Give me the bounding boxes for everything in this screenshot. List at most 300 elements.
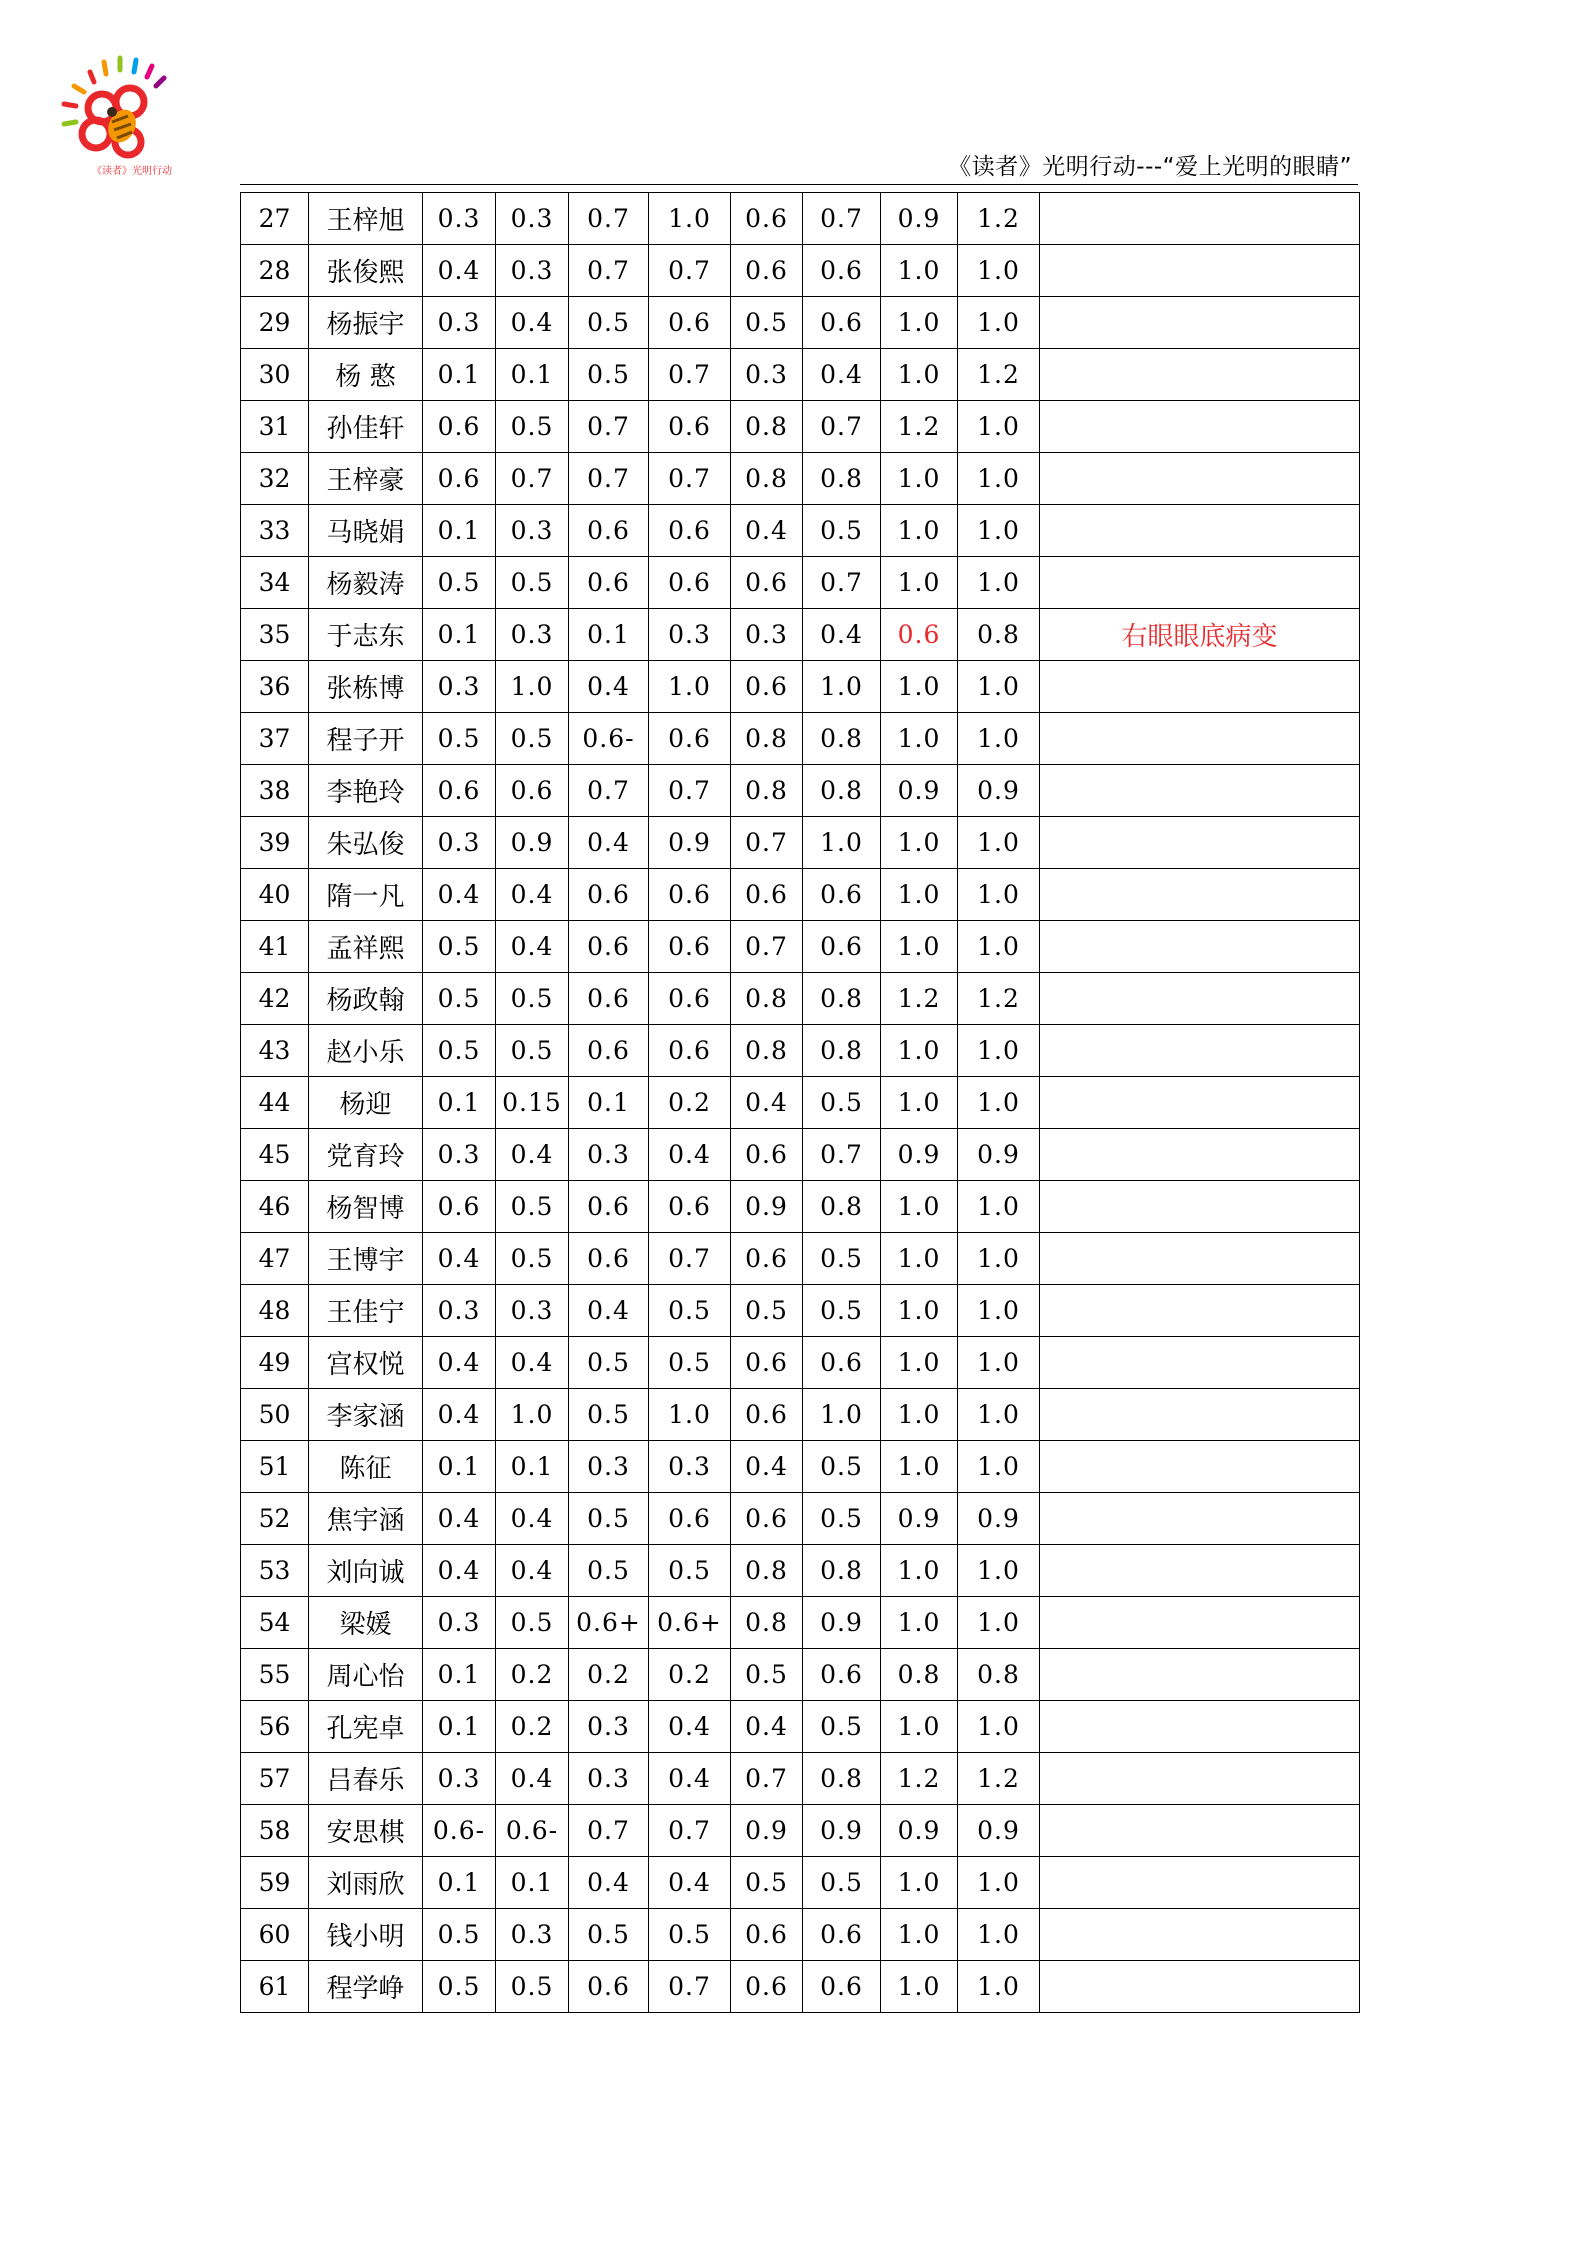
vision-value: 0.6 [496,765,569,817]
student-name: 程子开 [309,713,423,765]
vision-value: 0.5 [569,1389,649,1441]
vision-value: 0.5 [649,1285,731,1337]
vision-value: 0.8 [803,765,881,817]
vision-value: 1.0 [958,1909,1040,1961]
vision-value: 0.4 [423,1389,496,1441]
vision-value: 1.0 [649,1389,731,1441]
vision-value: 0.1 [496,1857,569,1909]
vision-value: 0.8 [803,1545,881,1597]
student-name: 王梓旭 [309,193,423,245]
vision-value: 0.3 [423,297,496,349]
vision-value: 0.5 [423,1909,496,1961]
remark [1040,401,1360,453]
vision-value: 1.0 [958,1285,1040,1337]
vision-value: 0.5 [649,1337,731,1389]
vision-value: 1.0 [958,1857,1040,1909]
vision-value: 0.7 [803,557,881,609]
vision-value: 0.6 [731,1129,803,1181]
vision-value: 0.3 [569,1129,649,1181]
remark [1040,1389,1360,1441]
vision-value: 1.0 [958,869,1040,921]
table-row [241,661,1360,713]
vision-value: 1.0 [881,1441,958,1493]
vision-value: 0.6 [649,869,731,921]
vision-value: 1.0 [496,661,569,713]
vision-value: 0.5 [496,1597,569,1649]
vision-value: 1.0 [958,661,1040,713]
vision-value: 1.0 [881,1961,958,2013]
student-name: 党育玲 [309,1129,423,1181]
vision-value: 0.5 [649,1909,731,1961]
vision-value: 0.1 [569,609,649,661]
vision-value: 0.4 [649,1129,731,1181]
vision-value: 0.6 [803,1649,881,1701]
vision-value: 1.0 [881,1545,958,1597]
vision-value: 0.7 [649,1233,731,1285]
vision-value: 1.0 [881,661,958,713]
vision-value: 1.0 [958,245,1040,297]
vision-value: 1.0 [881,1857,958,1909]
vision-value: 0.9 [881,765,958,817]
remark [1040,1753,1360,1805]
vision-value: 0.3 [569,1701,649,1753]
vision-value: 0.6 [423,453,496,505]
vision-value: 0.4 [496,1493,569,1545]
vision-value: 0.6 [803,1337,881,1389]
vision-value: 0.3 [423,1753,496,1805]
vision-value: 1.2 [958,1753,1040,1805]
row-number: 44 [241,1077,309,1129]
table-row [241,1077,1360,1129]
student-name: 梁媛 [309,1597,423,1649]
vision-value: 1.0 [649,193,731,245]
vision-value: 0.6 [731,245,803,297]
vision-value: 0.3 [496,1285,569,1337]
row-number: 51 [241,1441,309,1493]
vision-value: 0.8 [803,453,881,505]
vision-value: 0.5 [496,713,569,765]
table-row [241,1337,1360,1389]
remark [1040,869,1360,921]
vision-value: 1.0 [881,1337,958,1389]
vision-value: 0.6 [569,973,649,1025]
table-row [241,245,1360,297]
vision-value: 0.6 [731,1493,803,1545]
vision-value: 0.3 [423,1129,496,1181]
vision-value: 0.5 [423,921,496,973]
vision-value: 0.6 [731,869,803,921]
vision-value: 1.0 [958,453,1040,505]
vision-value: 0.4 [569,1285,649,1337]
vision-value: 0.7 [569,453,649,505]
vision-table [240,192,1360,2013]
vision-value: 0.7 [569,245,649,297]
table-row [241,1649,1360,1701]
vision-value: 0.9 [958,1805,1040,1857]
vision-value: 1.0 [881,1597,958,1649]
vision-value: 0.6 [731,1233,803,1285]
vision-value: 0.5 [423,1961,496,2013]
student-name: 杨 憨 [309,349,423,401]
remark [1040,1233,1360,1285]
vision-value: 0.4 [423,1337,496,1389]
vision-value: 0.9 [731,1805,803,1857]
vision-value: 0.5 [569,349,649,401]
vision-value: 0.3 [649,609,731,661]
vision-value: 0.6 [731,1389,803,1441]
remark [1040,1441,1360,1493]
vision-value: 1.0 [881,1389,958,1441]
vision-value: 1.0 [881,505,958,557]
student-name: 隋一凡 [309,869,423,921]
vision-value: 1.0 [958,817,1040,869]
vision-value: 0.6 [803,869,881,921]
vision-value: 0.3 [496,193,569,245]
vision-value: 0.5 [731,1649,803,1701]
vision-value: 0.1 [423,349,496,401]
vision-value: 1.0 [881,921,958,973]
remark [1040,193,1360,245]
vision-value: 0.7 [803,401,881,453]
remark [1040,713,1360,765]
table-row [241,1025,1360,1077]
row-number: 43 [241,1025,309,1077]
remark [1040,1701,1360,1753]
vision-value: 1.0 [881,1077,958,1129]
vision-value: 0.8 [731,453,803,505]
vision-value: 0.6 [731,661,803,713]
remark [1040,1129,1360,1181]
vision-value: 1.0 [881,713,958,765]
vision-value: 0.8 [803,713,881,765]
remark [1040,1181,1360,1233]
vision-value: 1.0 [958,1545,1040,1597]
table-row [241,297,1360,349]
vision-value: 1.0 [881,869,958,921]
row-number: 52 [241,1493,309,1545]
vision-value: 0.7 [731,921,803,973]
vision-value: 0.3 [496,609,569,661]
vision-value: 0.9 [496,817,569,869]
student-name: 陈征 [309,1441,423,1493]
vision-value: 0.8 [803,1181,881,1233]
vision-value: 1.0 [958,1337,1040,1389]
vision-value: 0.6 [731,193,803,245]
vision-value: 0.4 [423,1233,496,1285]
vision-value: 0.7 [569,1805,649,1857]
vision-value: 0.3 [496,505,569,557]
vision-value: 0.4 [496,921,569,973]
vision-value: 0.9 [958,1129,1040,1181]
vision-value: 0.6 [649,921,731,973]
vision-value: 0.6 [731,557,803,609]
vision-value: 1.0 [958,557,1040,609]
student-name: 钱小明 [309,1909,423,1961]
student-name: 安思棋 [309,1805,423,1857]
vision-value: 0.4 [496,297,569,349]
vision-value: 0.5 [803,1493,881,1545]
student-name: 周心怡 [309,1649,423,1701]
table-row [241,1753,1360,1805]
vision-value: 0.9 [958,1493,1040,1545]
vision-value: 1.0 [881,349,958,401]
vision-value: 0.3 [731,349,803,401]
vision-value: 1.0 [958,1233,1040,1285]
row-number: 47 [241,1233,309,1285]
vision-value: 0.6 [803,1961,881,2013]
vision-value: 0.5 [569,1909,649,1961]
vision-value: 1.0 [958,921,1040,973]
vision-value: 1.0 [881,817,958,869]
row-number: 58 [241,1805,309,1857]
vision-value: 0.6 [649,1025,731,1077]
vision-value: 0.5 [423,713,496,765]
vision-value: 0.6 [731,1961,803,2013]
vision-value: 0.4 [731,1701,803,1753]
vision-value: 1.0 [958,1025,1040,1077]
vision-value: 1.2 [958,973,1040,1025]
remark [1040,349,1360,401]
table-row [241,349,1360,401]
vision-value: 1.2 [881,973,958,1025]
vision-value: 1.0 [958,1181,1040,1233]
remark [1040,765,1360,817]
table-row [241,869,1360,921]
table-row [241,1701,1360,1753]
vision-value: 0.6 [569,557,649,609]
row-number: 54 [241,1597,309,1649]
vision-value: 0.9 [649,817,731,869]
student-name: 朱弘俊 [309,817,423,869]
remark [1040,1649,1360,1701]
vision-value: 0.8 [731,401,803,453]
vision-value: 1.0 [649,661,731,713]
table-row [241,1233,1360,1285]
remark [1040,245,1360,297]
student-name: 程学峥 [309,1961,423,2013]
vision-value: 1.0 [958,401,1040,453]
student-name: 焦宇涵 [309,1493,423,1545]
row-number: 56 [241,1701,309,1753]
row-number: 59 [241,1857,309,1909]
vision-value: 0.8 [731,1597,803,1649]
vision-value: 0.7 [569,193,649,245]
vision-value: 0.7 [496,453,569,505]
vision-value: 0.1 [423,1701,496,1753]
vision-value: 0.4 [649,1857,731,1909]
vision-value: 0.9 [958,765,1040,817]
vision-value: 0.3 [569,1753,649,1805]
vision-value: 0.4 [496,1337,569,1389]
remark [1040,1285,1360,1337]
vision-value: 0.5 [731,297,803,349]
student-name: 张俊熙 [309,245,423,297]
table-row [241,817,1360,869]
vision-value: 0.6- [569,713,649,765]
vision-value: 0.6 [803,245,881,297]
table-row [241,1545,1360,1597]
vision-value: 1.0 [958,1441,1040,1493]
row-number: 61 [241,1961,309,2013]
vision-value: 0.1 [496,349,569,401]
vision-value: 1.0 [958,1701,1040,1753]
vision-value: 0.1 [423,1857,496,1909]
row-number: 41 [241,921,309,973]
row-number: 40 [241,869,309,921]
student-name: 王佳宁 [309,1285,423,1337]
vision-value: 1.0 [958,1389,1040,1441]
vision-value: 0.3 [423,193,496,245]
student-name: 刘雨欣 [309,1857,423,1909]
vision-value: 0.6 [569,1181,649,1233]
vision-value: 0.9 [881,193,958,245]
row-number: 36 [241,661,309,713]
row-number: 46 [241,1181,309,1233]
row-number: 60 [241,1909,309,1961]
vision-value: 1.0 [958,297,1040,349]
vision-value: 0.5 [496,1181,569,1233]
vision-value: 0.9 [803,1805,881,1857]
vision-value: 0.9 [731,1181,803,1233]
vision-value: 0.6 [881,609,958,661]
vision-value: 0.4 [423,869,496,921]
vision-value: 1.0 [881,1285,958,1337]
table-row [241,453,1360,505]
vision-value: 1.0 [881,1909,958,1961]
vision-value: 0.5 [803,1701,881,1753]
remark [1040,1857,1360,1909]
table-row [241,193,1360,245]
row-number: 53 [241,1545,309,1597]
vision-value: 0.1 [423,609,496,661]
vision-value: 0.7 [649,765,731,817]
remark [1040,1597,1360,1649]
vision-value: 0.6 [649,1181,731,1233]
vision-value: 0.6 [803,1909,881,1961]
row-number: 27 [241,193,309,245]
vision-value: 0.4 [569,661,649,713]
vision-value: 0.4 [423,1493,496,1545]
remark [1040,1805,1360,1857]
student-name: 王博宇 [309,1233,423,1285]
vision-value: 1.0 [496,1389,569,1441]
vision-value: 0.1 [569,1077,649,1129]
row-number: 48 [241,1285,309,1337]
vision-value: 1.0 [958,1597,1040,1649]
vision-value: 0.3 [423,661,496,713]
student-name: 张栋博 [309,661,423,713]
vision-value: 0.6 [423,1181,496,1233]
vision-value: 0.4 [496,1545,569,1597]
vision-value: 0.6+ [649,1597,731,1649]
vision-value: 0.3 [731,609,803,661]
table-row [241,1441,1360,1493]
vision-value: 0.5 [496,1025,569,1077]
vision-value: 0.4 [649,1753,731,1805]
vision-value: 0.6 [649,713,731,765]
student-name: 孟祥熙 [309,921,423,973]
vision-value: 0.7 [649,453,731,505]
vision-value: 0.6- [496,1805,569,1857]
remark [1040,453,1360,505]
vision-value: 0.5 [496,401,569,453]
student-name: 杨振宇 [309,297,423,349]
vision-value: 0.3 [569,1441,649,1493]
vision-value: 0.5 [496,1961,569,2013]
row-number: 45 [241,1129,309,1181]
table-row [241,713,1360,765]
vision-value: 0.6 [731,1909,803,1961]
vision-value: 0.7 [569,765,649,817]
vision-value: 0.5 [731,1285,803,1337]
row-number: 37 [241,713,309,765]
vision-value: 1.0 [881,557,958,609]
vision-value: 0.2 [569,1649,649,1701]
row-number: 42 [241,973,309,1025]
vision-value: 0.3 [423,817,496,869]
vision-value: 0.2 [649,1649,731,1701]
table-row [241,1129,1360,1181]
vision-value: 1.0 [803,817,881,869]
vision-value: 0.5 [803,1857,881,1909]
vision-value: 0.4 [496,1753,569,1805]
table-row [241,505,1360,557]
vision-value: 1.0 [803,1389,881,1441]
student-name: 李家涵 [309,1389,423,1441]
vision-value: 0.8 [958,609,1040,661]
remark: 右眼眼底病变 [1040,609,1360,661]
remark [1040,1025,1360,1077]
vision-value: 0.8 [881,1649,958,1701]
vision-value: 0.7 [649,1805,731,1857]
vision-value: 0.5 [569,1493,649,1545]
row-number: 32 [241,453,309,505]
remark [1040,557,1360,609]
vision-value: 1.0 [881,1233,958,1285]
vision-value: 0.5 [569,1337,649,1389]
table-row [241,1909,1360,1961]
page-title: 《读者》光明行动---“爱上光明的眼睛” [948,154,1352,180]
vision-value: 0.3 [649,1441,731,1493]
vision-value: 0.5 [496,973,569,1025]
vision-value: 0.4 [496,1129,569,1181]
remark [1040,505,1360,557]
student-name: 孙佳轩 [309,401,423,453]
student-name: 刘向诚 [309,1545,423,1597]
vision-value: 0.6 [649,1493,731,1545]
vision-value: 0.6 [569,505,649,557]
student-name: 孔宪卓 [309,1701,423,1753]
vision-value: 0.9 [881,1805,958,1857]
vision-value: 0.4 [423,245,496,297]
vision-value: 1.0 [803,661,881,713]
row-number: 38 [241,765,309,817]
vision-value: 0.6 [569,1961,649,2013]
table-row [241,401,1360,453]
vision-value: 0.15 [496,1077,569,1129]
student-name: 李艳玲 [309,765,423,817]
vision-value: 0.5 [423,557,496,609]
vision-value: 0.8 [803,1753,881,1805]
vision-value: 0.3 [423,1285,496,1337]
student-name: 王梓豪 [309,453,423,505]
vision-value: 0.7 [803,1129,881,1181]
vision-value: 0.4 [423,1545,496,1597]
row-number: 57 [241,1753,309,1805]
vision-value: 0.7 [731,1753,803,1805]
vision-value: 1.0 [958,505,1040,557]
vision-value: 0.5 [496,557,569,609]
